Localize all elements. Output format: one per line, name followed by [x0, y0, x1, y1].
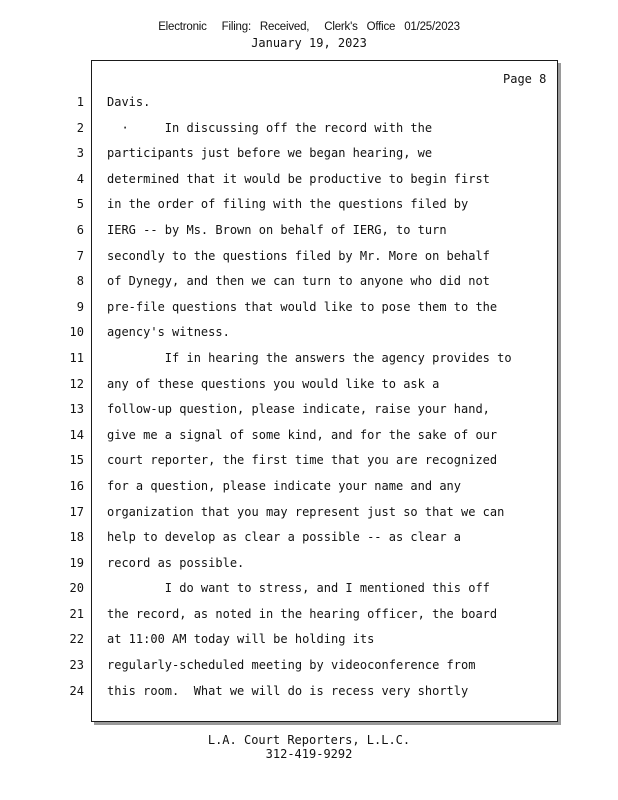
reporter-company: L.A. Court Reporters, L.L.C. [207, 733, 411, 747]
transcript-line: determined that it would be productive to begin first [107, 171, 490, 186]
transcript-line: organization that you may represent just so that we can [107, 504, 505, 519]
transcript-line: secondly to the questions filed by Mr. More on behalf [107, 248, 490, 263]
line-number: 16 [69, 478, 84, 493]
line-number: 21 [69, 606, 84, 621]
line-number: 23 [69, 658, 84, 673]
line-number: 14 [69, 427, 84, 442]
transcript-line: I do want to stress, and I mentioned this off [107, 581, 490, 596]
line-number: 19 [69, 555, 84, 570]
line-number: 10 [69, 325, 84, 340]
transcript-line: · In discussing off the record with the [107, 120, 433, 135]
transcript-line: court reporter, the first time that you are recognized [107, 453, 498, 468]
transcript-line: agency's witness. [107, 325, 230, 340]
line-number: 8 [76, 274, 84, 289]
line-number: 6 [76, 222, 84, 237]
transcript-line: in the order of filing with the questions filed by [107, 197, 469, 212]
line-number-column [60, 94, 84, 708]
transcript-line: at 11:00 AM today will be holding its [107, 632, 375, 647]
line-number: 9 [76, 299, 84, 314]
filing-stamp: Electronic Filing: Received, Clerk's Office 01/25/2023 [158, 21, 460, 33]
transcript-line: regularly-scheduled meeting by videoconference from [107, 658, 476, 673]
line-number: 3 [76, 146, 84, 161]
line-number: 24 [69, 683, 84, 698]
transcript-line: this room. What we will do is recess very shortly [107, 683, 469, 698]
transcript-line: any of these questions you would like to ask a [107, 376, 440, 391]
transcript-line: record as possible. [107, 555, 245, 570]
line-number: 18 [69, 530, 84, 545]
transcript-line: give me a signal of some kind, and for the sake of our [107, 427, 498, 442]
transcript-line: for a question, please indicate your name and any [107, 478, 462, 493]
line-number: 22 [69, 632, 84, 647]
page-footer [0, 733, 618, 761]
line-number: 13 [69, 402, 84, 417]
line-number: 17 [69, 504, 84, 519]
transcript-line: IERG -- by Ms. Brown on behalf of IERG, to turn [107, 222, 447, 237]
line-number: 11 [69, 350, 84, 365]
line-number: 20 [69, 581, 84, 596]
transcript-line: Davis. [107, 95, 151, 109]
line-number: 12 [69, 376, 84, 391]
line-number: 7 [76, 248, 84, 263]
transcript-line: pre-file questions that would like to pose them to the [107, 299, 498, 314]
document-date: January 19, 2023 [251, 36, 367, 50]
line-number: 2 [76, 120, 84, 135]
line-number: 15 [69, 453, 84, 468]
transcript-line: participants just before we began hearing, we [107, 146, 433, 161]
line-number: 1 [76, 95, 84, 109]
transcript-line: of Dynegy, and then we can turn to anyone who did not [107, 274, 490, 289]
reporter-phone: 312-419-9292 [265, 747, 353, 761]
transcript-line: help to develop as clear a possible -- as clear a [107, 530, 462, 545]
page-number: Page 8 [503, 72, 547, 86]
transcript-line: If in hearing the answers the agency provides to [107, 350, 512, 365]
line-number: 4 [76, 171, 84, 186]
line-number: 5 [76, 197, 84, 212]
transcript-line: follow-up question, please indicate, raise your hand, [107, 402, 490, 417]
transcript-text [107, 94, 552, 708]
transcript-line: the record, as noted in the hearing officer, the board [107, 606, 498, 621]
